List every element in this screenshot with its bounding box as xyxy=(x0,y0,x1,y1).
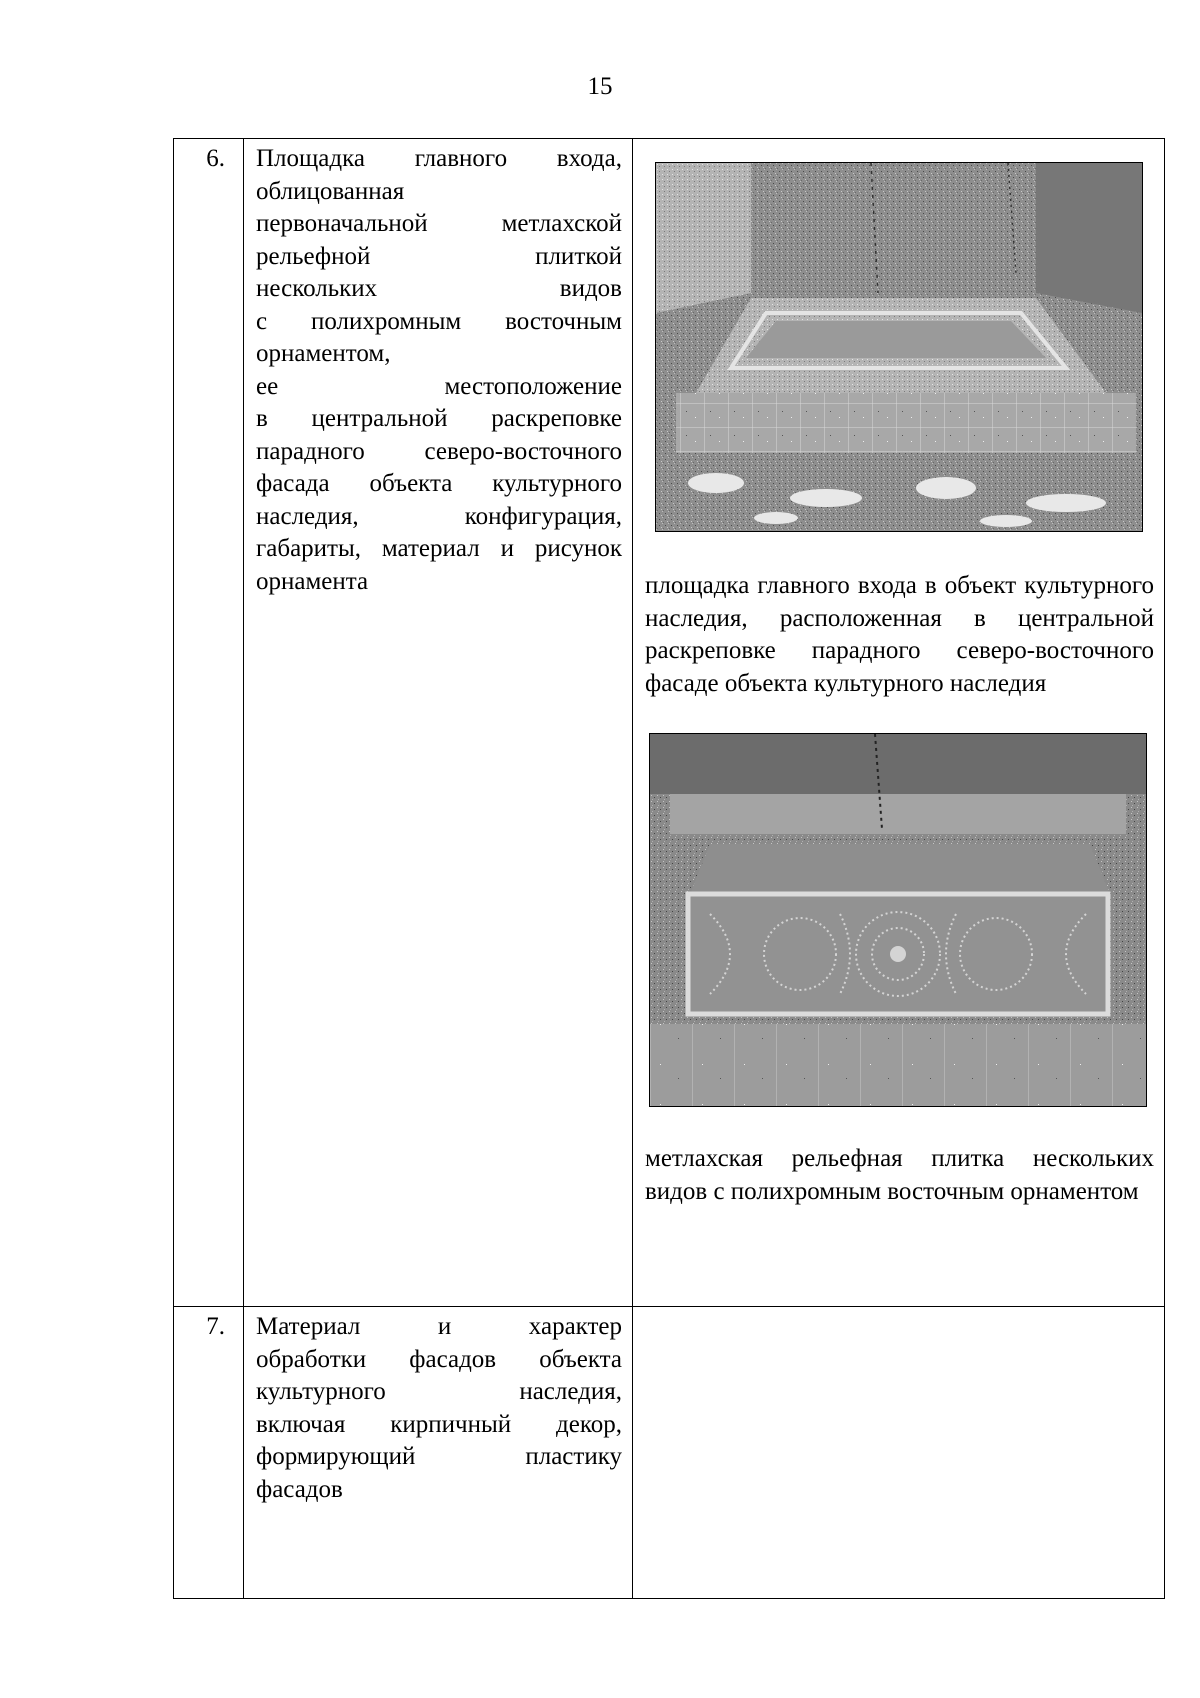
description-line: Площадка главного входа, xyxy=(256,145,622,172)
protected-features-table xyxy=(173,138,1165,1599)
description-line: орнаментом, xyxy=(256,340,391,367)
relief-tile-ornament-photo xyxy=(649,733,1147,1107)
table-row xyxy=(174,1307,1165,1599)
entrance-platform-photo xyxy=(655,162,1143,532)
photo-caption: метлахская рельефная плитка нескольких видов с полихромным восточным орнаментом xyxy=(645,1145,1154,1205)
description-line: фасадов xyxy=(256,1475,343,1503)
description-line: Материал и характер xyxy=(256,1313,622,1340)
row-number: 6. xyxy=(174,139,244,1307)
description-line: обработки фасадов объекта xyxy=(256,1345,622,1373)
description-line: формирующий пластику xyxy=(256,1443,622,1470)
description-line: в центральной раскреповке xyxy=(256,405,622,432)
description-line: нескольких видов xyxy=(256,275,622,302)
feature-illustrations xyxy=(633,139,1165,1307)
description-line: культурного наследия, xyxy=(256,1378,622,1405)
description-line: включая кирпичный декор, xyxy=(256,1410,622,1438)
description-line: ее местоположение xyxy=(256,372,622,400)
feature-illustrations-empty xyxy=(633,1307,1165,1599)
description-line: наследия, конфигурация, xyxy=(256,502,622,530)
photo-caption: площадка главного входа в объект культурного наследия, расположенная в центральной раскреповке парадного северо-восточного фасаде объекта культурного наследия xyxy=(645,572,1154,697)
description-line: рельефной плиткой xyxy=(256,242,622,270)
description-line: с полихромным восточным xyxy=(256,307,622,335)
description-line: габариты, материал и рисунок xyxy=(256,535,622,562)
description-line: первоначальной метлахской xyxy=(256,210,622,237)
description-line: парадного северо-восточного xyxy=(256,437,622,465)
feature-description xyxy=(244,1307,633,1599)
table-row xyxy=(174,139,1165,1307)
description-line: облицованная xyxy=(256,177,405,205)
feature-description xyxy=(244,139,633,1307)
description-line: фасада объекта культурного xyxy=(256,470,622,497)
page-number: 15 xyxy=(587,73,613,100)
description-line: орнамента xyxy=(256,567,369,595)
row-number: 7. xyxy=(174,1307,244,1599)
